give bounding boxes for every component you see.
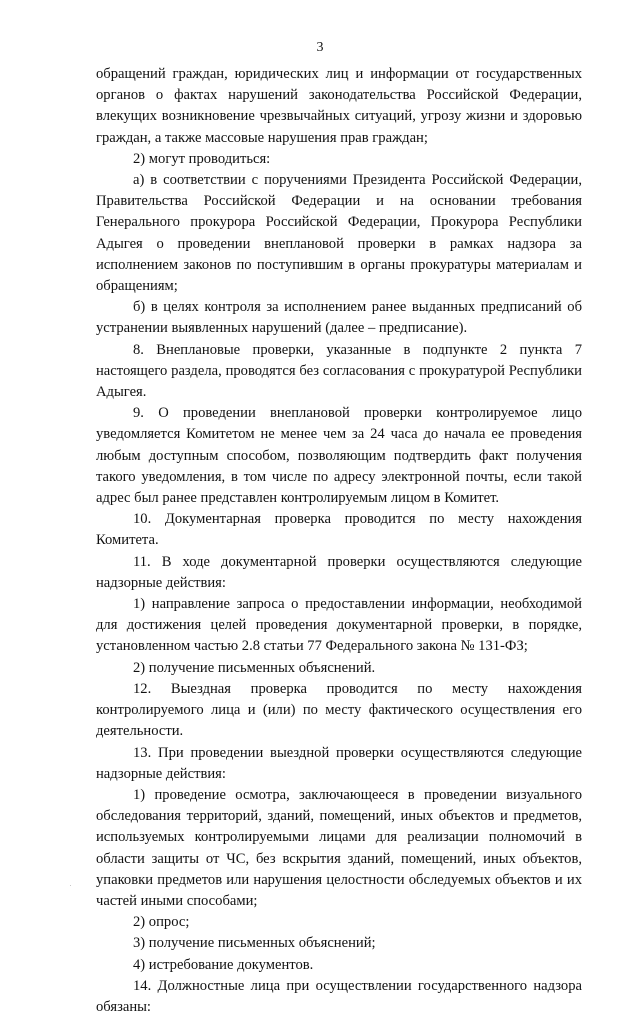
page-number: 3 [316,40,324,55]
paragraph-11-item-2: 2) получение письменных объяснений. [133,659,376,676]
paragraph-item-2: 2) могут проводиться: [133,150,271,167]
paragraph-8: 8. Внеплановые проверки, указанные в подпункте 2 пункта 7 настоящего раздела, проводятся без согласования с прокуратурой Республики Адыгея. [96,341,582,401]
paragraph-13-item-3: 3) получение письменных объяснений; [133,935,376,952]
paragraph-13: 13. При проведении выездной проверки осуществляются следующие надзорные действия: [96,744,582,782]
paragraph-subitem-b: б) в целях контроля за исполнением ранее выданных предписаний об устранении выявленных нарушений (далее – предписание). [96,299,582,337]
paragraph-11: 11. В ходе документарной проверки осуществляются следующие надзорные действия: [96,553,582,591]
paragraph-subitem-a: а) в соответствии с поручениями Президента Российской Федерации, Правительства Российской Федерации и на основании требования Генерального прокурора Российской Федерации, Прокурора Республики Адыгея о проведении внеплановой проверки в рамках надзора за исполнением законов по поступившим в органы прокуратуры материалам и обращениям; [96,172,582,295]
paragraph-9: 9. О проведении внеплановой проверки контролируемое лицо уведомляется Комитетом не менее чем за 24 часа до начала ее проведения любым доступным способом, позволяющим подтвердить факт получения такого уведомления, в том числе по адресу электронной почты, если такой адрес был ранее представлен контролируемым лицом в Комитет. [96,405,582,507]
paragraph-13-item-2: 2) опрос; [133,914,190,931]
paragraph-13-item-4: 4) истребование документов. [133,956,314,973]
document-body [96,64,582,1018]
paragraph-14: 14. Должностные лица при осуществлении государственного надзора обязаны: [96,977,582,1015]
paragraph-10: 10. Документарная проверка проводится по месту нахождения Комитета. [96,511,582,549]
paragraph-13-item-1: 1) проведение осмотра, заключающееся в проведении визуального обследования территорий, зданий, помещений, иных объектов и предметов, используемых контролируемыми лицами для реализации полномочий в области защиты от ЧС, без вскрытия зданий, помещений, иных объектов, упаковки предметов или нарушения целостности обследуемых объектов и их частей иными способами; [96,786,582,909]
paragraph-11-item-1: 1) направление запроса о предоставлении информации, необходимой для достижения целей проведения документарной проверки, в порядке, установленном частью 2.8 статьи 77 Федерального закона № 131-ФЗ; [96,596,582,655]
scan-artifact [70,885,71,886]
paragraph-12: 12. Выездная проверка проводится по месту нахождения контролируемого лица и (или) по месту фактического осуществления его деятельности. [96,680,582,740]
paragraph-continuation: обращений граждан, юридических лиц и информации от государственных органов о фактах нарушений законодательства Российской Федерации, влекущих возникновение чрезвычайных ситуаций, угрозу жизни и здоровью граждан, а также массовые нарушения прав граждан; [96,66,582,146]
